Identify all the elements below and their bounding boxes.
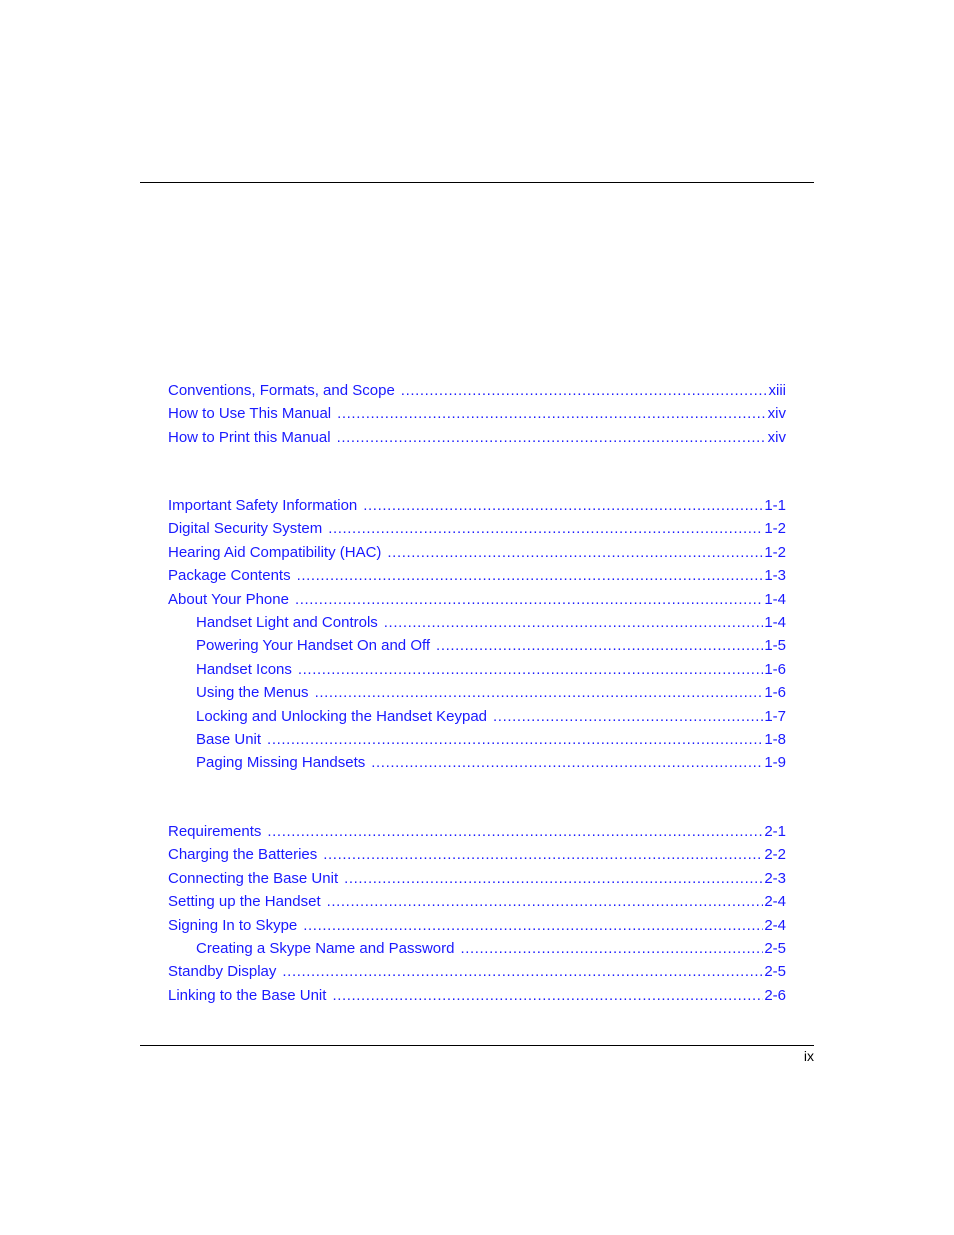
toc-entry-title: How to Use This Manual (168, 405, 332, 423)
toc-leader (337, 402, 767, 425)
footer-rule (140, 1045, 814, 1046)
toc-leader (323, 843, 763, 866)
toc-entry-title: Requirements (168, 823, 262, 840)
toc-entry-title: Using the Menus (196, 684, 309, 702)
toc-entry-title: Locking and Unlocking the Handset Keypad (196, 707, 488, 725)
toc-entry-page: 2-6 (764, 986, 786, 1004)
toc-entry-title: Package Contents (168, 567, 291, 585)
toc-entry-page: 2-5 (764, 963, 786, 981)
toc-entry-title: Powering Your Handset On and Off (196, 637, 431, 655)
toc-entry-page: 1-2 (764, 543, 786, 561)
toc-leader (297, 564, 764, 587)
toc-leader (363, 494, 763, 517)
toc-leader (315, 681, 764, 704)
toc-leader (371, 751, 763, 774)
toc-entry[interactable] (168, 588, 786, 611)
toc-subentry[interactable] (168, 728, 786, 751)
toc-entry-page: 1-4 (764, 590, 786, 608)
toc-entry-page: 1-9 (764, 754, 786, 772)
toc-section-chapter-2 (168, 820, 786, 1007)
toc-entry-title: Setting up the Handset (168, 893, 321, 911)
toc-entry-page: 1-2 (764, 520, 786, 538)
toc-entry-page: 2-3 (764, 869, 786, 887)
toc-entry-title: Base Unit (196, 730, 262, 748)
toc-entry-page: 2-2 (764, 846, 786, 864)
toc-entry[interactable] (168, 426, 786, 449)
toc-entry-title: Conventions, Formats, and Scope (168, 382, 395, 399)
toc-entry[interactable] (168, 494, 786, 517)
toc-entry-page: 2-1 (764, 823, 786, 840)
toc-subentry[interactable] (168, 634, 786, 657)
toc-leader (282, 960, 763, 983)
toc-entry-page: xiii (768, 382, 786, 399)
toc-entry-page: 1-5 (764, 637, 786, 655)
toc-subentry[interactable] (168, 937, 786, 960)
toc-entry-title: Digital Security System (168, 520, 323, 538)
toc-entry-title: Connecting the Base Unit (168, 869, 339, 887)
toc-leader (401, 379, 768, 402)
toc-entry-page: 2-4 (764, 893, 786, 911)
toc-entry[interactable] (168, 914, 786, 937)
toc-entry[interactable] (168, 984, 786, 1007)
toc-leader (295, 588, 763, 611)
toc-leader (303, 914, 763, 937)
toc-subentry[interactable] (168, 751, 786, 774)
toc-entry[interactable] (168, 960, 786, 983)
toc-entry-title: How to Print this Manual (168, 428, 331, 446)
toc-subentry[interactable] (168, 611, 786, 634)
toc-entry-title: Creating a Skype Name and Password (196, 939, 455, 957)
toc-leader (332, 984, 763, 1007)
toc-section-preface (168, 379, 786, 449)
toc-entry-page: xiv (767, 405, 786, 423)
toc-leader (267, 728, 763, 751)
toc-entry-title: Standby Display (168, 963, 277, 981)
toc-leader (387, 541, 763, 564)
toc-leader (328, 517, 763, 540)
toc-entry-page: 1-6 (764, 660, 786, 678)
toc-subentry[interactable] (168, 705, 786, 728)
toc-entry[interactable] (168, 517, 786, 540)
toc-leader (337, 426, 767, 449)
toc-entry-title: Handset Light and Controls (196, 613, 378, 631)
toc-entry-page: 1-4 (764, 613, 786, 631)
toc-entry[interactable] (168, 402, 786, 425)
toc-entry-title: Signing In to Skype (168, 916, 298, 934)
toc-leader (327, 890, 764, 913)
toc-section-chapter-1 (168, 494, 786, 775)
toc-entry-title: Charging the Batteries (168, 846, 318, 864)
toc-subentry[interactable] (168, 681, 786, 704)
toc-entry-title: Linking to the Base Unit (168, 986, 327, 1004)
toc-entry-page: 1-7 (764, 707, 786, 725)
toc-leader (267, 820, 763, 843)
toc-entry-page: 1-1 (764, 497, 786, 514)
toc-entry-title: Paging Missing Handsets (196, 754, 366, 772)
toc-leader (298, 658, 763, 681)
toc-entry[interactable] (168, 843, 786, 866)
header-rule (140, 182, 814, 183)
toc-leader (493, 705, 763, 728)
toc-entry-page: 2-5 (764, 939, 786, 957)
toc-entry[interactable] (168, 564, 786, 587)
toc-leader (384, 611, 764, 634)
toc-entry-title: About Your Phone (168, 590, 289, 608)
toc-entry-page: 1-6 (764, 684, 786, 702)
toc-leader (436, 634, 763, 657)
toc-entry[interactable] (168, 541, 786, 564)
toc-entry[interactable] (168, 379, 786, 402)
toc-entry-page: 2-4 (764, 916, 786, 934)
toc-entry[interactable] (168, 890, 786, 913)
toc-entry-page: 1-8 (764, 730, 786, 748)
toc-entry-title: Important Safety Information (168, 497, 358, 514)
toc-entry-title: Handset Icons (196, 660, 292, 678)
toc-entry-title: Hearing Aid Compatibility (HAC) (168, 543, 382, 561)
page-number: ix (803, 1048, 814, 1064)
toc-entry[interactable] (168, 867, 786, 890)
toc-entry-page: 1-3 (764, 567, 786, 585)
toc-leader (344, 867, 763, 890)
toc-entry[interactable] (168, 820, 786, 843)
toc-entry-page: xiv (767, 428, 786, 446)
toc-leader (460, 937, 763, 960)
toc-subentry[interactable] (168, 658, 786, 681)
